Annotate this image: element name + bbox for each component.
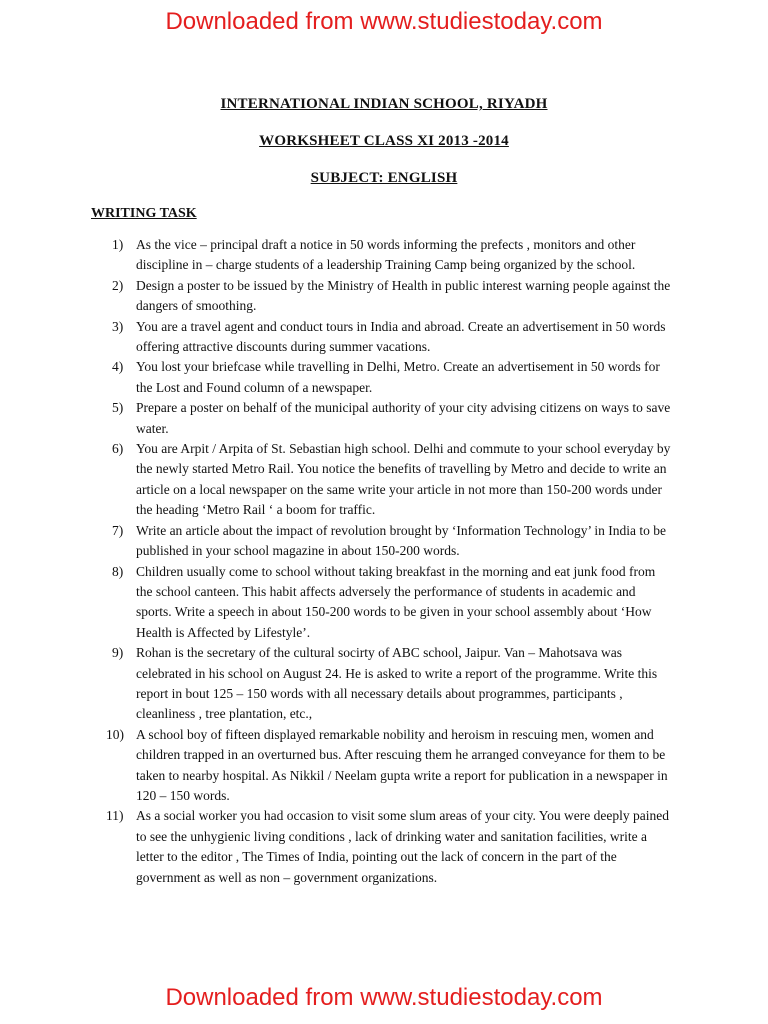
task-text: Write an article about the impact of revolution brought by ‘Information Technology’ in India to be published in your school magazine in about 150-200 words. xyxy=(136,522,666,559)
list-item xyxy=(0,643,768,725)
writing-task-title: WRITING TASK xyxy=(91,206,197,221)
task-number: 8) xyxy=(112,563,124,579)
list-item xyxy=(0,521,768,562)
list-item xyxy=(0,725,768,807)
task-number: 7) xyxy=(112,522,124,538)
task-text: You are Arpit / Arpita of St. Sebastian high school. Delhi and commute to your school everyday by the newly started Metro Rail. You notice the benefits of travelling by Metro and decide to write an article on a local newspaper on the same write your article in not more than 150-200 words under the heading ‘Metro Rail ‘ a boom for traffic. xyxy=(136,441,671,518)
list-item xyxy=(0,439,768,521)
bottom-download-banner xyxy=(0,984,768,1012)
task-text: As the vice – principal draft a notice in 50 words informing the prefects , monitors and other discipline in – charge students of a leadership Training Camp being organized by the school. xyxy=(136,237,636,273)
worksheet-heading: WORKSHEET CLASS XI 2013 -2014 xyxy=(259,133,509,149)
task-text: You are a travel agent and conduct tours in India and abroad. Create an advertisement in 50 words offering attractive discounts during summer vacations. xyxy=(136,318,666,355)
list-item xyxy=(0,235,768,276)
task-text: Prepare a poster on behalf of the municipal authority of your city advising citizens on ways to save water. xyxy=(136,400,671,436)
banner-prefix: Downloaded from xyxy=(165,984,354,1011)
top-download-banner xyxy=(0,8,768,36)
list-item xyxy=(0,357,768,398)
list-item xyxy=(0,276,768,317)
banner-link[interactable]: www.studiestoday.com xyxy=(360,8,603,35)
task-text: A school boy of fifteen displayed remarkable nobility and heroism in rescuing men, women and children trapped in an overturned bus. After rescuing them he arranged conveyance for them to be taken to nearby hospital. As Nikkil / Neelam gupta write a report for publication in a newspaper in 120 – 150 words. xyxy=(136,726,668,803)
writing-task-list xyxy=(0,235,768,888)
subject-heading: SUBJECT: ENGLISH xyxy=(310,170,458,186)
school-name-heading: INTERNATIONAL INDIAN SCHOOL, RIYADH xyxy=(220,96,548,112)
task-number: 10) xyxy=(106,726,124,742)
task-text: As a social worker you had occasion to visit some slum areas of your city. You were deeply pained to see the unhygienic living conditions , lack of drinking water and sanitation facilities, write a letter to the editor , The Times of India, pointing out the lack of concern in the part of the government as well as non – government organizations. xyxy=(136,808,669,885)
list-item xyxy=(0,806,768,888)
list-item xyxy=(0,398,768,439)
task-text: Design a poster to be issued by the Ministry of Health in public interest warning people against the dangers of smoothing. xyxy=(136,277,671,314)
task-number: 1) xyxy=(112,237,124,252)
list-item xyxy=(0,317,768,358)
banner-link[interactable]: www.studiestoday.com xyxy=(360,984,603,1011)
task-number: 2) xyxy=(112,277,124,293)
banner-prefix: Downloaded from xyxy=(165,8,354,35)
task-number: 4) xyxy=(112,359,124,375)
task-number: 6) xyxy=(112,441,124,457)
task-number: 11) xyxy=(106,808,124,824)
task-number: 9) xyxy=(112,645,124,661)
task-text: Children usually come to school without taking breakfast in the morning and eat junk food from the school canteen. This habit affects adversely the performance of students in academic and sports. Write a speech in about 150-200 words to be given in your school assembly about ‘How Health is Affected by Lifestyle’. xyxy=(136,563,656,640)
task-number: 5) xyxy=(112,400,124,416)
task-text: Rohan is the secretary of the cultural socirty of ABC school, Jaipur. Van – Mahotsava was celebrated in his school on August 24. He is asked to write a report of the programme. Write this report in bout 125 – 150 words with all necessary details about programmes, participants , cleanliness , tree plantation, etc., xyxy=(136,645,658,722)
task-text: You lost your briefcase while travelling in Delhi, Metro. Create an advertisement in 50 words for the Lost and Found column of a newspaper. xyxy=(136,359,660,395)
task-number: 3) xyxy=(112,318,124,334)
list-item xyxy=(0,562,768,644)
